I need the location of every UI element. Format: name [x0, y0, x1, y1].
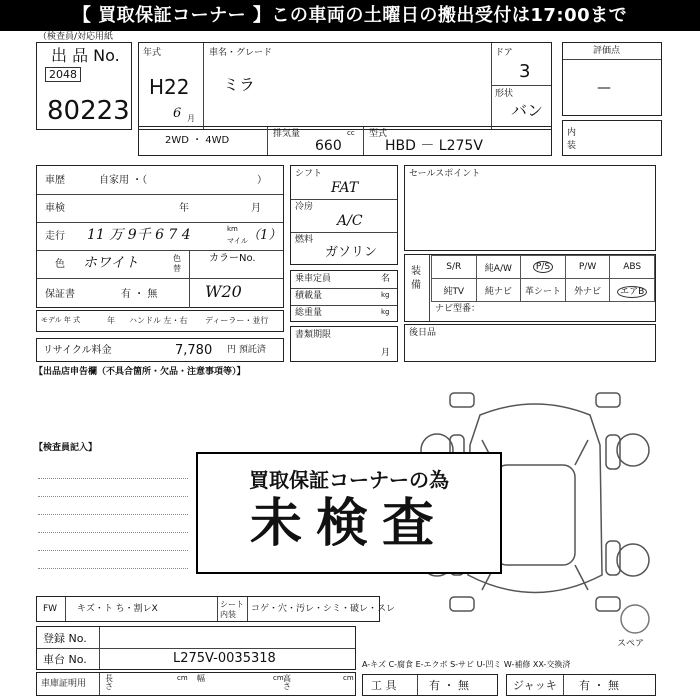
- length-unit: cm: [177, 674, 188, 682]
- spare-label: スペア: [617, 639, 645, 649]
- eq-power-steering: P/S: [521, 256, 566, 279]
- docs-unit: 月: [381, 348, 391, 358]
- interior-code-row: [36, 596, 396, 622]
- color-label: 色: [55, 259, 65, 270]
- lot-label: 出 品 No.: [51, 46, 120, 65]
- eq-sunroof: S/R: [432, 256, 477, 279]
- color-code-label: カラーNo.: [209, 253, 256, 264]
- chassis-label: 車台 No.: [43, 653, 87, 666]
- mileage-extra: （1）: [247, 228, 282, 243]
- history-value: 自家用 ・（: [99, 175, 148, 186]
- fuel-label: 燃料: [295, 235, 314, 245]
- history-label: 車歴: [45, 175, 65, 186]
- fuel-value: ガソリン: [325, 245, 378, 260]
- banner: 【 買取保証コーナー 】この車両の土曜日の搬出受付は17:00まで: [0, 0, 700, 31]
- stamp-line1: 買取保証コーナーの為: [249, 468, 449, 492]
- eq-airbag: エアB: [610, 279, 655, 302]
- color-change-label: 色替: [173, 254, 181, 273]
- eq-alloy: 純A/W: [476, 256, 521, 279]
- seat-label: シート内装: [220, 600, 244, 619]
- eq-abs: ABS: [610, 256, 655, 279]
- capacity-unit: 名: [381, 274, 391, 284]
- model-value: HBD － L275V: [385, 138, 483, 154]
- garage-label: 車庫証明用: [41, 679, 87, 689]
- dealer-value: ディーラー・並行: [205, 316, 269, 325]
- inspection-month: 月: [251, 203, 261, 214]
- stamp-line2: 未検査: [249, 494, 448, 554]
- mileage-unit-mile: マイル: [227, 237, 248, 245]
- model-year-label: モデル 年 式: [41, 316, 81, 324]
- color-code-value: W20: [205, 282, 242, 301]
- recycle-unit: 円 預託済: [227, 345, 266, 355]
- car-name: ミラ: [223, 75, 256, 94]
- eq-tv: 純TV: [432, 279, 477, 302]
- recycle-label: リサイクル料金: [43, 345, 112, 356]
- registration-label: 登録 No.: [43, 632, 87, 645]
- shape-value: バン: [511, 101, 544, 120]
- month-unit: 月: [187, 114, 195, 123]
- model-year-year: 年: [107, 316, 115, 325]
- chassis-value: L275V-0035318: [173, 651, 276, 666]
- lot-number: 80223: [47, 96, 130, 126]
- eq-ext-navi: 外ナビ: [565, 279, 610, 302]
- year-month: 6: [173, 106, 182, 121]
- registration-box: [36, 626, 356, 670]
- score-box: [562, 42, 662, 116]
- model-year-row: [36, 310, 284, 332]
- height-unit: cm: [343, 674, 354, 682]
- load-unit: kg: [381, 291, 390, 299]
- gross-label: 総重量: [295, 308, 323, 318]
- mileage-unit-km: km: [227, 225, 238, 233]
- rear-notes-label: 後日品: [409, 328, 437, 338]
- gross-unit: kg: [381, 308, 390, 316]
- inspector-note-heading: 【検査員記入】: [34, 443, 98, 453]
- interior-box: [562, 120, 662, 156]
- jack-label: ジャッキ: [513, 679, 557, 692]
- equipment-label: 装備: [411, 266, 421, 291]
- color-value: ホワイト: [83, 255, 139, 271]
- aircon-value: A/C: [337, 213, 363, 229]
- width-label: 幅: [197, 674, 205, 683]
- year-era: H22: [149, 75, 190, 99]
- inspection-year: 年: [179, 203, 189, 214]
- length-label: 長さ: [105, 674, 113, 691]
- seller-note-heading: 【出品店申告欄（不具合箇所・欠品・注意事項等）】: [34, 367, 246, 377]
- vehicle-history-box: [36, 165, 284, 308]
- jack-box: [506, 674, 656, 696]
- sales-point-box: [404, 165, 656, 251]
- damage-codes: コゲ・穴・汚レ・シミ・破レ・スレ: [251, 604, 396, 614]
- handle-value: ハンドル 左・右: [129, 316, 188, 325]
- car-name-label: 車名・グレード: [209, 48, 273, 58]
- shift-value: FAT: [331, 180, 359, 196]
- spare-tire-icon: [618, 602, 652, 636]
- jack-value: 有 ・ 無: [579, 679, 619, 692]
- height-label: 高さ: [283, 674, 291, 691]
- car-info-box: [138, 42, 552, 130]
- doors-value: 3: [519, 61, 531, 82]
- shift-box: [290, 165, 398, 265]
- displacement-value: 660: [315, 138, 342, 154]
- model-label: 型式: [369, 129, 388, 139]
- drive-value: 2WD ・ 4WD: [165, 135, 230, 146]
- fw-codes: キズ・ト ち・割レX: [77, 604, 158, 614]
- header-note: （検查員/対応用紙: [38, 32, 114, 42]
- recycle-row: [36, 338, 284, 362]
- fw-label: FW: [43, 604, 58, 614]
- load-label: 積載量: [295, 291, 323, 301]
- displacement-label: 排気量: [273, 129, 301, 139]
- spec-row: [138, 126, 552, 156]
- capacity-box: [290, 270, 398, 322]
- tools-value: 有 ・ 無: [429, 679, 469, 692]
- lot-box: [36, 42, 132, 130]
- navi-model-label: ナビ型番：: [435, 304, 481, 314]
- shift-label: シフト: [295, 169, 323, 179]
- width-unit: cm: [273, 674, 284, 682]
- docs-box: [290, 326, 398, 362]
- lot-small-no: 2048: [45, 67, 81, 82]
- doors-label: ドア: [495, 48, 513, 58]
- docs-label: 書類期限: [295, 330, 332, 340]
- interior-label: 内装: [567, 128, 577, 151]
- score-value: —: [597, 80, 611, 96]
- sales-point-label: セールスポイント: [409, 169, 481, 179]
- displacement-unit: cc: [347, 129, 355, 137]
- inspection-label: 車検: [45, 203, 65, 214]
- aircon-label: 冷房: [295, 202, 314, 212]
- tools-label: 工 具: [371, 679, 397, 692]
- history-close: ）: [257, 175, 267, 186]
- year-label: 年式: [143, 48, 162, 58]
- equipment-grid: [431, 255, 655, 302]
- eq-navi: 純ナビ: [476, 279, 521, 302]
- not-inspected-stamp: [196, 452, 502, 574]
- shape-label: 形状: [495, 89, 514, 99]
- recycle-value: 7,780: [175, 343, 213, 358]
- warranty-value: 有 ・ 無: [121, 289, 158, 300]
- equipment-box: [404, 254, 656, 322]
- mileage-label: 走行: [45, 231, 65, 242]
- warranty-label: 保証書: [45, 289, 75, 300]
- eq-leather: 革シート: [521, 279, 566, 302]
- tools-box: [362, 674, 498, 696]
- mileage-value: 11 万 9千 6 7 4: [87, 227, 191, 243]
- eq-power-window: P/W: [565, 256, 610, 279]
- capacity-label: 乗車定員: [295, 274, 332, 284]
- score-label: 評価点: [593, 46, 621, 56]
- garage-size-row: [36, 672, 356, 696]
- damage-legend: A-キズ C-腐食 E-エクボ S-サビ U-凹ミ W-補修 XX-交換済: [362, 660, 571, 669]
- rear-notes-box: [404, 324, 656, 362]
